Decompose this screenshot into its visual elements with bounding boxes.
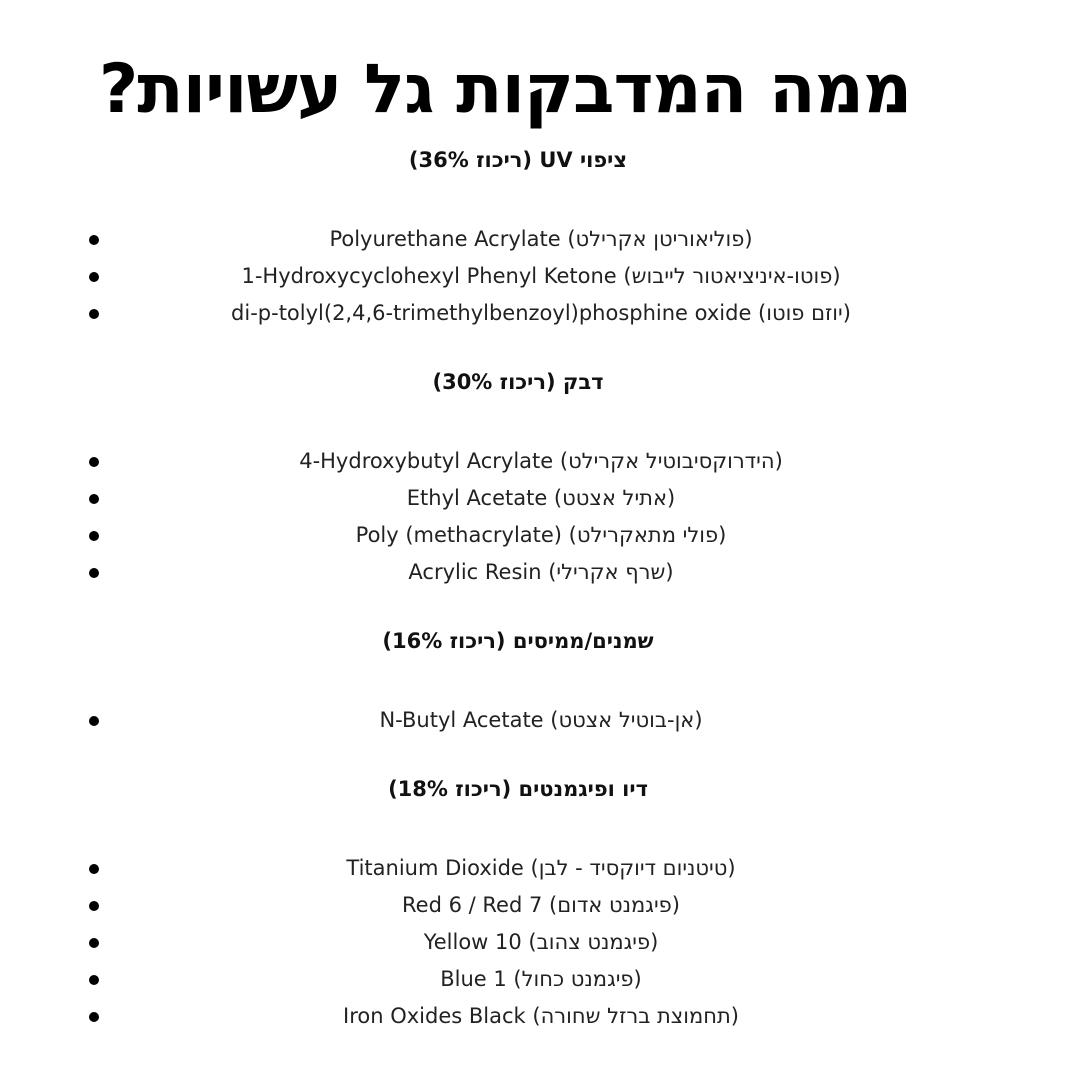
section-heading: ציפוי UV (ריכוז 36%) xyxy=(408,148,628,172)
ingredient-text: Iron Oxides Black (תחמוצת ברזל שחורה) xyxy=(343,1004,739,1028)
ingredient-text: 1-Hydroxycyclohexyl Phenyl Ketone (פוטו-איניציאטור לייבוש) xyxy=(241,264,841,288)
ingredient-list xyxy=(0,702,1080,739)
ingredient-list xyxy=(0,221,1080,332)
section-inks-pigments xyxy=(0,774,1080,1028)
list-item xyxy=(0,924,1080,961)
ingredient-list xyxy=(0,850,1080,1035)
list-item xyxy=(0,554,1080,591)
list-item xyxy=(0,295,1080,332)
ingredient-list xyxy=(0,443,1080,591)
ingredient-text: Acrylic Resin (שרף אקרילי) xyxy=(408,560,674,584)
ingredient-text: N-Butyl Acetate (אן-בוטיל אצטט) xyxy=(379,708,703,732)
section-heading: דבק (ריכוז 30%) xyxy=(432,370,604,394)
list-item xyxy=(0,850,1080,887)
ingredient-text: Yellow 10 (פיגמנט צהוב) xyxy=(423,930,659,954)
list-item xyxy=(0,998,1080,1035)
list-item xyxy=(0,887,1080,924)
page-title: ממה המדבקות גל עשויות? xyxy=(98,50,912,129)
section-heading: דיו ופיגמנטים (ריכוז 18%) xyxy=(388,777,648,801)
list-item xyxy=(0,702,1080,739)
ingredient-text: Polyurethane Acrylate (פוליאוריטן אקרילט) xyxy=(329,227,753,251)
list-item xyxy=(0,443,1080,480)
ingredient-text: Ethyl Acetate (אתיל אצטט) xyxy=(406,486,676,510)
list-item xyxy=(0,221,1080,258)
list-item xyxy=(0,258,1080,295)
ingredient-text: di-p-tolyl(2,4,6-trimethylbenzoyl)phosphine oxide (יוזם פוטו) xyxy=(231,301,851,325)
ingredient-text: 4-Hydroxybutyl Acrylate (הידרוקסיבוטיל אקרילט) xyxy=(299,449,783,473)
list-item xyxy=(0,480,1080,517)
list-item xyxy=(0,517,1080,554)
section-uv-coating xyxy=(0,145,1080,325)
section-oils-solvents xyxy=(0,626,1080,732)
section-heading: שמנים/ממיסים (ריכוז 16%) xyxy=(382,629,654,653)
ingredient-text: Red 6 / Red 7 (פיגמנט אדום) xyxy=(402,893,680,917)
list-item xyxy=(0,961,1080,998)
ingredient-text: Poly (methacrylate) (פולי מתאקרילט) xyxy=(355,523,727,547)
section-adhesive xyxy=(0,367,1080,584)
ingredient-text: Blue 1 (פיגמנט כחול) xyxy=(440,967,642,991)
ingredient-text: Titanium Dioxide (טיטניום דיוקסיד - לבן) xyxy=(346,856,736,880)
